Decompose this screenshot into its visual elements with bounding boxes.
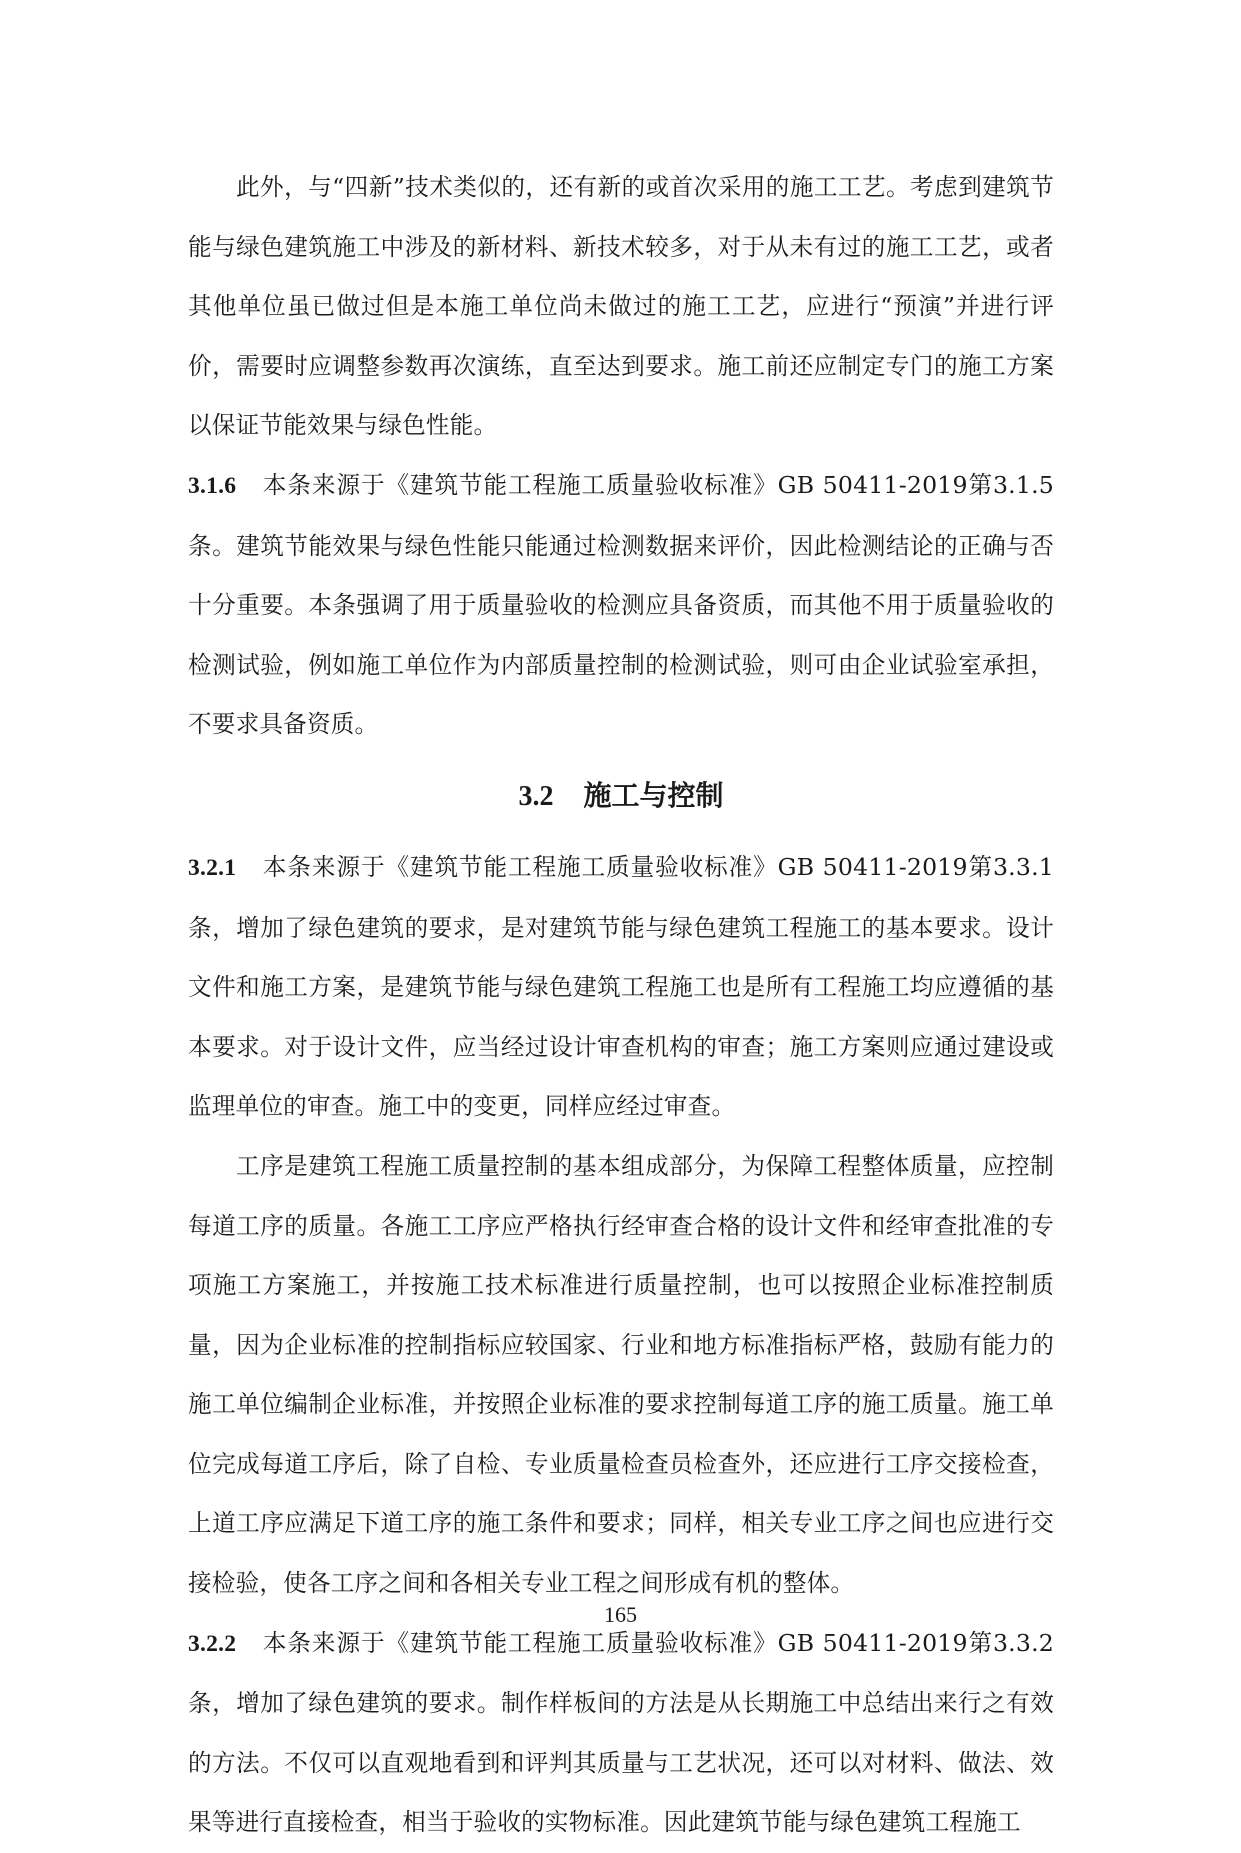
- paragraph-new-process-rehearsal: [188, 158, 1054, 456]
- section-title: 施工与控制: [583, 778, 724, 812]
- clause-number: 3.1.6: [188, 472, 237, 499]
- page-number: 165: [604, 1602, 637, 1627]
- clause-text: 本条来源于《建筑节能工程施工质量验收标准》GB 50411-2019第3.3.1条，增加了绿色建筑的要求，是对建筑节能与绿色建筑工程施工的基本要求。设计文件和施工方案，是建筑节能与绿色建筑工程施工也是所有工程施工均应遵循的基本要求。对于设计文件，应当经过设计审查机构的审查；施工方案则应通过建设或监理单位的审查。施工中的变更，同样应经过审查。: [188, 852, 1054, 1121]
- section-number: 3.2: [518, 780, 554, 812]
- clause-number: 3.2.1: [188, 854, 237, 881]
- clause-number: 3.2.2: [188, 1630, 237, 1657]
- clause-text: 本条来源于《建筑节能工程施工质量验收标准》GB 50411-2019第3.1.5条。建筑节能效果与绿色性能只能通过检测数据来评价，因此检测结论的正确与否十分重要。本条强调了用于质量验收的检测应具备资质，而其他不用于质量验收的检测试验，例如施工单位作为内部质量控制的检测试验，则可由企业试验室承担，不要求具备资质。: [188, 470, 1054, 739]
- page-body: [188, 158, 1054, 1853]
- section-heading: [188, 765, 1054, 828]
- clause-3-2-1: [188, 838, 1054, 1137]
- clause-3-2-2: [188, 1614, 1054, 1853]
- paragraph-process-control: [188, 1137, 1054, 1614]
- paragraph-text: 工序是建筑工程施工质量控制的基本组成部分，为保障工程整体质量，应控制每道工序的质量。各施工工序应严格执行经审查合格的设计文件和经审查批准的专项施工方案施工，并按施工技术标准进行质量控制，也可以按照企业标准控制质量，因为企业标准的控制指标应较国家、行业和地方标准指标严格，鼓励有能力的施工单位编制企业标准，并按照企业标准的要求控制每道工序的施工质量。施工单位完成每道工序后，除了自检、专业质量检查员检查外，还应进行工序交接检查，上道工序应满足下道工序的施工条件和要求；同样，相关专业工序之间也应进行交接检验，使各工序之间和各相关专业工程之间形成有机的整体。: [188, 1151, 1054, 1598]
- clause-text: 本条来源于《建筑节能工程施工质量验收标准》GB 50411-2019第3.3.2条，增加了绿色建筑的要求。制作样板间的方法是从长期施工中总结出来行之有效的方法。不仅可以直观地看到和评判其质量与工艺状况，还可以对材料、做法、效果等进行直接检查，相当于验收的实物标准。因此建筑节能与绿色建筑工程施工: [188, 1628, 1054, 1837]
- clause-3-1-6: [188, 456, 1054, 755]
- paragraph-text: 此外，与“四新”技术类似的，还有新的或首次采用的施工工艺。考虑到建筑节能与绿色建筑施工中涉及的新材料、新技术较多，对于从未有过的施工工艺，或者其他单位虽已做过但是本施工单位尚未做过的施工工艺，应进行“预演”并进行评价，需要时应调整参数再次演练，直至达到要求。施工前还应制定专门的施工方案以保证节能效果与绿色性能。: [188, 173, 1054, 440]
